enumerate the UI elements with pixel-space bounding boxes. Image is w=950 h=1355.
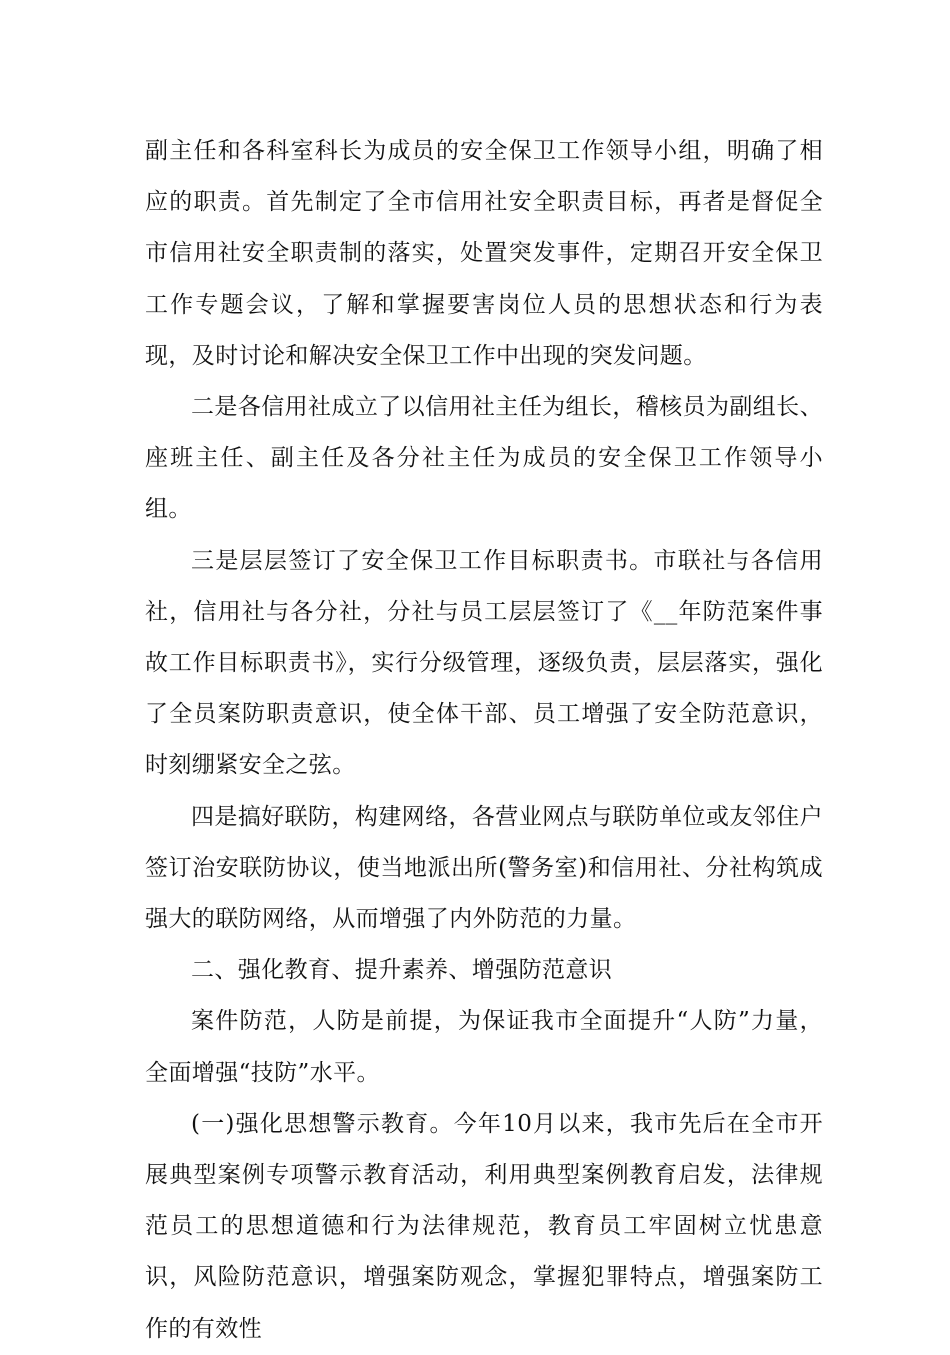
paragraph-item-two: 二是各信用社成立了以信用社主任为组长，稽核员为副组长、座班主任、副主任及各分社主任为成员的安全保卫工作领导小组。 xyxy=(145,394,823,523)
paragraph-item-four: 四是搞好联防，构建网络，各营业网点与联防单位或友邻住户签订治安联防协议，使当地派出所(警务室)和信用社、分社构筑成强大的联防网络，从而增强了内外防范的力量。 xyxy=(145,803,823,933)
paragraph-item-three: 三是层层签订了安全保卫工作目标职责书。市联社与各信用社，信用社与各分社，分社与员工层层签订了《__年防范案件事故工作目标职责书》，实行分级管理，逐级负责，层层落实，强化了全员案防职责意识，使全体干部、员工增强了安全防范意识，时刻绷紧安全之弦。 xyxy=(145,547,823,779)
paragraph-case-prevention: 案件防范，人防是前提，为保证我市全面提升“人防”力量，全面增强“技防”水平。 xyxy=(145,1008,823,1086)
section-heading-two: 二、强化教育、提升素养、增强防范意识 xyxy=(191,957,613,984)
paragraph-warning-education: (一)强化思想警示教育。今年10月以来，我市先后在全市开展典型案例专项警示教育活动，利用典型案例教育启发，法律规范员工的思想道德和行为法律规范，教育员工牢固树立忧患意识，风险防范意识，增强案防观念，掌握犯罪特点，增强案防工作的有效性 xyxy=(145,1110,823,1342)
document-body xyxy=(145,126,823,1355)
paragraph-continued: 副主任和各科室科长为成员的安全保卫工作领导小组，明确了相应的职责。首先制定了全市信用社安全职责目标，再者是督促全市信用社安全职责制的落实，处置突发事件，定期召开安全保卫工作专题会议，了解和掌握要害岗位人员的思想状态和行为表现，及时讨论和解决安全保卫工作中出现的突发问题。 xyxy=(145,138,823,369)
